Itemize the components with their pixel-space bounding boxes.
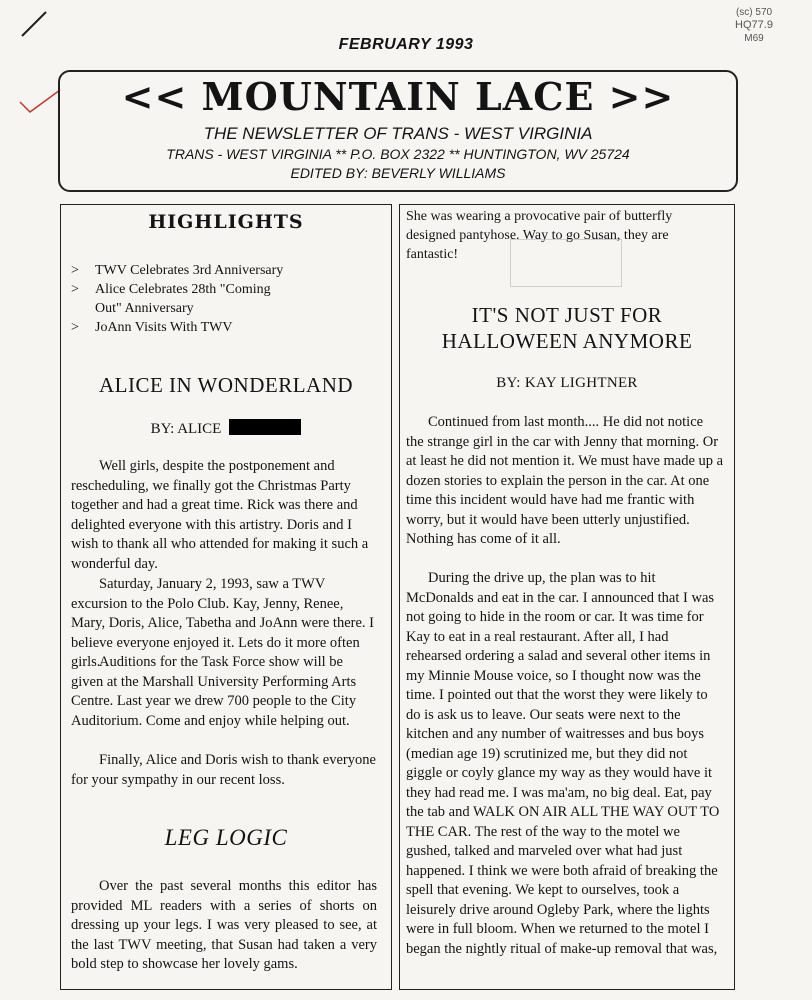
bullet: > bbox=[71, 282, 79, 297]
editor-credit: EDITED BY: BEVERLY WILLIAMS bbox=[290, 165, 506, 181]
list-item bbox=[71, 280, 381, 318]
highlight-text: JoAnn Visits With TWV bbox=[95, 320, 233, 335]
mailing-address: TRANS - WEST VIRGINIA ** P.O. BOX 2322 ** HUNTINGTON, WV 25724 bbox=[166, 146, 630, 162]
masthead bbox=[58, 70, 738, 192]
left-column bbox=[60, 204, 392, 990]
paragraph: Continued from last month.... He did not notice the strange girl in the car with Jenny that morning. Or at least he did not mention it. We must have made up a dozen stories to explain the person in the car. At one time this incident would have had me frantic with worry, but it would have been utterly unjustified. Nothing has come of it all. bbox=[406, 414, 724, 547]
paragraph: Well girls, despite the postponement and rescheduling, we finally got the Christmas Party together and had a great time. Rick was there and delighted everyone with this artistry. Doris and I wish to thank all who attended for making it such a wonderful day. bbox=[71, 458, 369, 572]
highlight-text: TWV Celebrates 3rd Anniversary bbox=[95, 263, 284, 278]
pen-mark-icon bbox=[20, 10, 48, 38]
byline-text: BY: ALICE bbox=[150, 421, 222, 437]
byline bbox=[61, 419, 391, 438]
highlight-text: Alice Celebrates 28th "Coming Out" Anniversary bbox=[95, 282, 271, 316]
newsletter-subtitle: THE NEWSLETTER OF TRANS - WEST VIRGINIA bbox=[203, 124, 593, 143]
issue-date: FEBRUARY 1993 bbox=[338, 36, 474, 53]
article-title-line-2: HALLOWEEN ANYMORE bbox=[441, 329, 693, 353]
paragraph: Finally, Alice and Doris wish to thank everyone for your sympathy in our recent loss. bbox=[71, 752, 376, 788]
paragraph: Saturday, January 2, 1993, saw a TWV excursion to the Polo Club. Kay, Jenny, Renee, Mary, Doris, Alice, Tabetha and JoAnn were there. I believe everyone enjoyed it. Lets do it more often girls. bbox=[71, 576, 374, 670]
paragraph: She was wearing a provocative pair of butterfly designed pantyhose. Way to go Susan, they are fantastic! bbox=[406, 209, 673, 262]
right-column bbox=[399, 204, 735, 990]
archive-note: HQ77.9 bbox=[735, 19, 773, 31]
article-title: ALICE IN WONDERLAND bbox=[98, 373, 354, 397]
check-mark-icon bbox=[18, 88, 62, 114]
paragraph: Auditions for the Task Force show will be given at the Marshall University Performing Arts Centre. Last year we drew 700 people to the City Auditorium. Come and enjoy while helping out. bbox=[71, 654, 357, 729]
highlights-list bbox=[71, 261, 381, 337]
bullet: > bbox=[71, 320, 79, 335]
received-stamp bbox=[510, 239, 622, 287]
archive-note: (sc) 570 bbox=[735, 7, 773, 18]
article-title: LEG LOGIC bbox=[164, 825, 288, 850]
article-title: IT'S NOT JUST FOR bbox=[471, 303, 663, 327]
archive-note: M69 bbox=[744, 33, 764, 44]
redaction-bar bbox=[229, 419, 301, 435]
paragraph: During the drive up, the plan was to hit McDonalds and eat in the car. I announced that I was not going to hide in the room or car. It was time for Kay to eat in a real restaurant. After all, I had rehearsed ordering a salad and several other items in my Minnie Mouse voice, so I thought now was the time. I pointed out that the worst they were likely to do is ask us to leave. Our seats were next to the kitchen and any number of waitresses and bus boys (median age 19) scrutinized me, but they did not giggle or coyly glance my way as they would have it they had read me. I was ma'am, no big deal. Eat, pay the tab and WALK ON AIR ALL THE WAY OUT TO THE CAR. The rest of the way to the motel we gushed, talked and marveled over what had just happened. I think we were both afraid of breaking the spell that evening. We kept to ourselves, took a leisurely drive around Ogleby Park, where the lights were in full bloom. When we returned to the motel I began the nightly ritual of make-up removal that was, bbox=[406, 570, 720, 957]
list-item bbox=[71, 318, 381, 337]
bullet: > bbox=[71, 263, 79, 278]
paragraph: Over the past several months this editor has provided ML readers with a series of shorts on dressing up your legs. I was very pleased to see, at the last TWV meeting, that Susan had taken a very bold step to showcase her lovely gams. bbox=[71, 878, 377, 972]
newsletter-title: << MOUNTAIN LACE >> bbox=[121, 74, 675, 119]
highlights-title: HIGHLIGHTS bbox=[148, 211, 304, 233]
list-item bbox=[71, 261, 381, 280]
byline: BY: KAY LIGHTNER bbox=[496, 375, 638, 391]
